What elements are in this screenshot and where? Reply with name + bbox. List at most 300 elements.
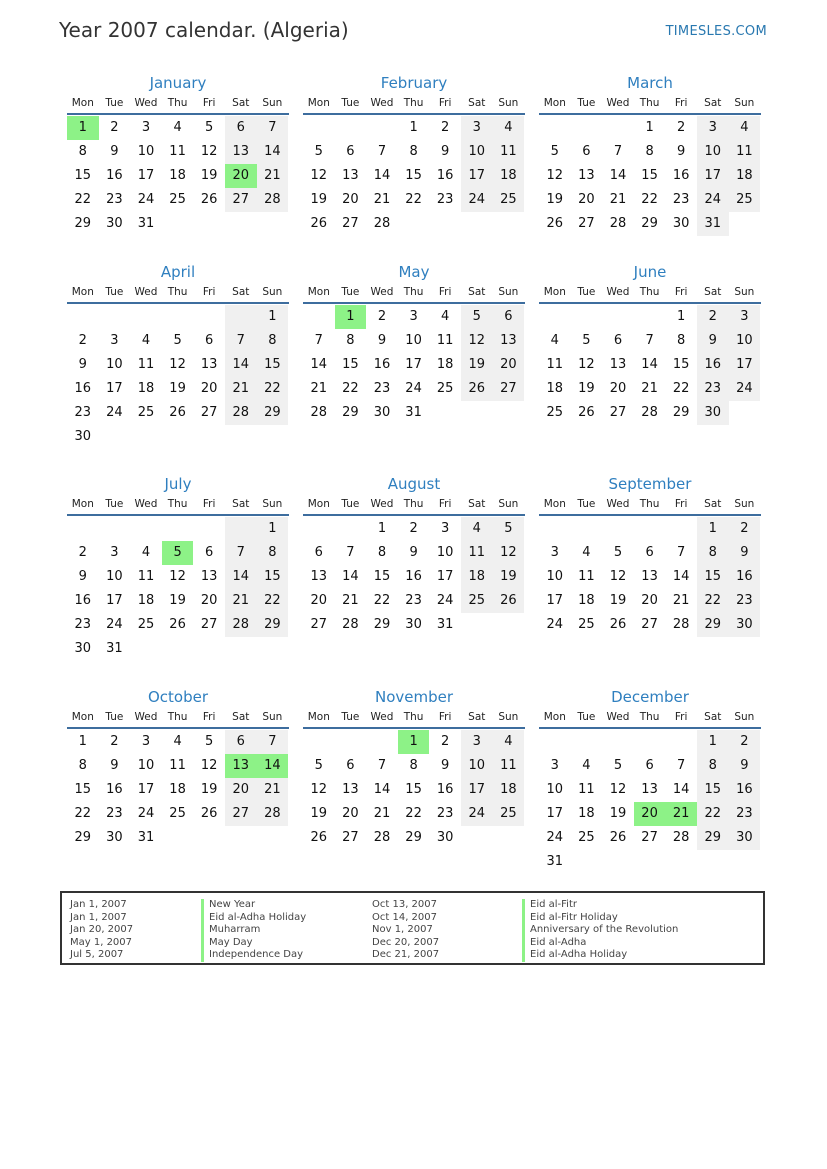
weekday-label: Thu: [639, 711, 660, 723]
day-cell: 16: [74, 381, 92, 396]
day-cell: 4: [493, 116, 525, 140]
holiday-day-cell: 1: [335, 305, 367, 329]
weekday-label: Thu: [167, 286, 188, 298]
day-cell: 8: [78, 144, 87, 159]
day-cell: 25: [578, 830, 595, 845]
day-cell: 30: [436, 830, 454, 845]
weekday-label: Mon: [71, 286, 94, 298]
day-cell: 7: [613, 144, 623, 159]
day-cell: 14: [225, 565, 257, 589]
weekday-label: Thu: [167, 97, 188, 109]
weekday-label: Tue: [577, 286, 596, 298]
weekday-label: Mon: [71, 711, 94, 723]
day-cell: 10: [106, 357, 123, 372]
day-cell: 24: [137, 806, 155, 821]
empty-day-cell: [634, 305, 666, 329]
day-cell: 8: [409, 758, 418, 773]
day-cell: 4: [461, 517, 493, 541]
day-cell: 12: [609, 782, 627, 797]
day-cell: 24: [546, 830, 564, 845]
weekday-label: Fri: [438, 286, 452, 298]
weekday-label: Tue: [577, 498, 596, 510]
weekday-label: Fri: [202, 97, 216, 109]
weekday-label: Fri: [202, 286, 216, 298]
weekday-label: Sat: [704, 498, 722, 510]
day-cell: 3: [141, 734, 151, 749]
empty-day-cell: [193, 517, 225, 541]
day-cell: 24: [546, 617, 564, 632]
day-cell: 12: [461, 329, 493, 353]
month-june: [539, 262, 761, 425]
empty-day-cell: [67, 517, 99, 541]
day-cell: 11: [461, 541, 493, 565]
day-cell: 25: [137, 405, 155, 420]
weekday-label: Fri: [438, 97, 452, 109]
day-grid: [303, 517, 525, 637]
month-august: [303, 474, 525, 637]
day-cell: 6: [582, 144, 591, 159]
weekday-label: Wed: [134, 498, 158, 510]
day-cell: 17: [436, 569, 454, 584]
legend-date: Nov 1, 2007: [372, 924, 433, 935]
day-cell: 7: [377, 758, 387, 773]
day-cell: 13: [342, 782, 359, 797]
weekday-label: Wed: [134, 97, 158, 109]
day-cell: 2: [729, 517, 761, 541]
weekday-label: Sun: [262, 498, 283, 510]
header-rule: [67, 302, 289, 304]
day-cell: 13: [641, 569, 658, 584]
day-cell: 5: [550, 144, 559, 159]
weekday-label: Sat: [232, 498, 250, 510]
header-rule: [539, 727, 761, 729]
day-cell: 25: [493, 188, 525, 212]
day-cell: 2: [677, 120, 686, 135]
day-cell: 7: [677, 545, 686, 560]
day-cell: 20: [641, 593, 658, 608]
month-title: January: [149, 74, 207, 92]
day-cell: 31: [405, 405, 422, 420]
legend-date: Dec 20, 2007: [372, 936, 440, 948]
empty-day-cell: [602, 517, 634, 541]
empty-day-cell: [303, 305, 335, 329]
day-grid: [303, 116, 525, 236]
day-cell: 19: [461, 353, 493, 377]
day-cell: 25: [461, 589, 493, 613]
legend-date: Dec 21, 2007: [372, 949, 440, 960]
day-cell: 19: [200, 168, 218, 183]
day-cell: 9: [697, 329, 729, 353]
day-cell: 7: [377, 144, 387, 159]
day-cell: 17: [697, 164, 729, 188]
day-cell: 23: [74, 405, 92, 420]
day-cell: 24: [436, 593, 454, 608]
day-cell: 6: [613, 333, 623, 348]
day-cell: 9: [677, 144, 686, 159]
weekday-label: Tue: [341, 97, 360, 109]
day-cell: 26: [578, 405, 595, 420]
weekday-label: Tue: [105, 711, 124, 723]
day-cell: 21: [641, 381, 658, 396]
empty-day-cell: [539, 730, 571, 754]
empty-day-cell: [335, 730, 367, 754]
empty-day-cell: [335, 116, 367, 140]
legend-holiday-name: Eid al-Adha Holiday: [530, 949, 628, 960]
day-cell: 12: [200, 144, 218, 159]
day-cell: 8: [377, 545, 387, 560]
empty-day-cell: [634, 730, 666, 754]
day-cell: 11: [169, 758, 186, 773]
day-cell: 18: [461, 565, 493, 589]
day-cell: 26: [609, 830, 627, 845]
day-cell: 29: [342, 405, 359, 420]
day-cell: 13: [225, 140, 257, 164]
empty-day-cell: [303, 116, 335, 140]
day-cell: 13: [310, 569, 328, 584]
day-cell: 13: [578, 168, 595, 183]
day-cell: 14: [225, 353, 257, 377]
month-title: August: [387, 475, 441, 493]
day-cell: 3: [729, 305, 761, 329]
day-cell: 1: [645, 120, 654, 135]
empty-day-cell: [634, 517, 666, 541]
empty-day-cell: [303, 517, 335, 541]
day-cell: 27: [641, 830, 658, 845]
day-cell: 28: [225, 613, 257, 637]
legend-holiday-name: New Year: [209, 899, 256, 910]
weekday-label: Sat: [704, 97, 722, 109]
day-cell: 28: [310, 405, 328, 420]
day-cell: 26: [200, 192, 218, 207]
day-cell: 2: [78, 545, 87, 560]
weekday-label: Sat: [232, 286, 250, 298]
day-cell: 1: [697, 730, 729, 754]
day-cell: 15: [74, 168, 92, 183]
empty-day-cell: [162, 517, 194, 541]
month-february: [303, 73, 525, 236]
day-cell: 26: [609, 617, 627, 632]
day-cell: 19: [493, 565, 525, 589]
day-cell: 12: [578, 357, 595, 372]
day-cell: 28: [641, 405, 658, 420]
weekday-label: Fri: [674, 286, 688, 298]
day-cell: 18: [546, 381, 564, 396]
day-cell: 26: [200, 806, 218, 821]
day-cell: 13: [641, 782, 658, 797]
weekday-label: Mon: [307, 711, 330, 723]
day-cell: 7: [225, 329, 257, 353]
day-cell: 19: [310, 192, 328, 207]
legend-left-dates: [70, 899, 133, 962]
day-cell: 24: [461, 188, 493, 212]
day-cell: 28: [373, 830, 391, 845]
day-cell: 17: [546, 593, 564, 608]
day-cell: 13: [342, 168, 359, 183]
weekday-label: Tue: [105, 498, 124, 510]
day-cell: 8: [697, 754, 729, 778]
header-rule: [67, 727, 289, 729]
site-link[interactable]: TIMESLES.COM: [665, 24, 767, 39]
weekday-label: Sun: [498, 97, 519, 109]
day-cell: 24: [729, 377, 761, 401]
weekday-label: Thu: [167, 498, 188, 510]
header-rule: [303, 113, 525, 115]
day-cell: 23: [672, 192, 690, 207]
day-cell: 14: [672, 569, 690, 584]
day-cell: 22: [342, 381, 359, 396]
day-cell: 24: [106, 405, 123, 420]
day-cell: 8: [677, 333, 686, 348]
day-cell: 21: [310, 381, 328, 396]
day-cell: 19: [200, 782, 218, 797]
day-cell: 15: [641, 168, 658, 183]
weekday-label: Fri: [202, 711, 216, 723]
weekday-label: Mon: [71, 498, 94, 510]
day-cell: 11: [137, 569, 155, 584]
weekday-label: Wed: [134, 711, 158, 723]
legend-date: Jan 20, 2007: [70, 924, 134, 935]
day-cell: 21: [672, 593, 690, 608]
empty-day-cell: [602, 730, 634, 754]
day-cell: 17: [729, 353, 761, 377]
day-cell: 15: [697, 778, 729, 802]
day-cell: 24: [405, 381, 422, 396]
weekday-label: Mon: [543, 97, 566, 109]
legend-date: Jan 1, 2007: [70, 899, 127, 910]
day-cell: 16: [106, 782, 123, 797]
empty-day-cell: [193, 305, 225, 329]
weekday-header: [303, 283, 525, 301]
day-cell: 14: [609, 168, 627, 183]
day-cell: 4: [493, 730, 525, 754]
day-cell: 20: [200, 593, 218, 608]
weekday-label: Tue: [577, 97, 596, 109]
day-cell: 31: [697, 212, 729, 236]
day-cell: 4: [141, 333, 151, 348]
day-cell: 25: [169, 192, 186, 207]
day-cell: 21: [225, 377, 257, 401]
month-title: December: [611, 688, 689, 706]
day-cell: 27: [609, 405, 627, 420]
day-cell: 4: [173, 120, 182, 135]
day-cell: 2: [377, 309, 387, 324]
day-cell: 15: [257, 565, 289, 589]
day-cell: 12: [310, 782, 328, 797]
day-cell: 26: [169, 617, 186, 632]
holiday-day-cell: 13: [225, 754, 257, 778]
month-january: [67, 73, 289, 236]
header-rule: [539, 113, 761, 115]
day-cell: 30: [729, 826, 761, 850]
legend-right-dates: [372, 899, 439, 962]
day-cell: 10: [729, 329, 761, 353]
day-cell: 18: [578, 806, 595, 821]
day-cell: 22: [697, 589, 729, 613]
day-cell: 5: [205, 734, 214, 749]
day-cell: 14: [310, 357, 328, 372]
day-cell: 3: [461, 116, 493, 140]
month-october: [67, 687, 289, 850]
day-cell: 1: [78, 734, 87, 749]
day-cell: 16: [436, 168, 454, 183]
day-cell: 20: [578, 192, 595, 207]
weekday-label: Sat: [232, 97, 250, 109]
day-cell: 28: [257, 802, 289, 826]
day-cell: 11: [546, 357, 564, 372]
day-cell: 11: [169, 144, 186, 159]
empty-day-cell: [130, 305, 162, 329]
weekday-header: [539, 708, 761, 726]
legend-date: May 1, 2007: [70, 936, 133, 948]
empty-day-cell: [571, 116, 603, 140]
day-cell: 7: [257, 116, 289, 140]
day-cell: 19: [609, 593, 627, 608]
legend-holiday-name: May Day: [209, 936, 253, 948]
day-cell: 18: [578, 593, 595, 608]
day-cell: 3: [461, 730, 493, 754]
day-cell: 20: [609, 381, 627, 396]
day-cell: 2: [729, 730, 761, 754]
day-cell: 14: [641, 357, 658, 372]
day-cell: 27: [578, 216, 595, 231]
weekday-label: Thu: [403, 498, 424, 510]
day-cell: 26: [169, 405, 186, 420]
empty-day-cell: [162, 305, 194, 329]
day-cell: 10: [137, 758, 155, 773]
day-cell: 15: [672, 357, 690, 372]
day-cell: 27: [342, 216, 359, 231]
weekday-header: [303, 94, 525, 112]
weekday-label: Sun: [498, 711, 519, 723]
weekday-label: Wed: [606, 498, 630, 510]
day-cell: 17: [405, 357, 422, 372]
day-cell: 11: [493, 140, 525, 164]
empty-day-cell: [303, 730, 335, 754]
day-cell: 7: [225, 541, 257, 565]
day-cell: 16: [74, 593, 92, 608]
day-grid: [67, 517, 289, 661]
day-cell: 25: [493, 802, 525, 826]
day-cell: 15: [405, 782, 422, 797]
day-cell: 11: [436, 333, 454, 348]
legend-holiday-name: Independence Day: [209, 949, 304, 960]
header-rule: [539, 514, 761, 516]
legend-date: Jul 5, 2007: [70, 949, 124, 960]
day-cell: 4: [550, 333, 559, 348]
day-cell: 22: [373, 593, 391, 608]
day-cell: 20: [225, 778, 257, 802]
day-cell: 9: [377, 333, 387, 348]
day-grid: [67, 730, 289, 850]
day-cell: 24: [697, 188, 729, 212]
day-cell: 30: [106, 830, 123, 845]
day-cell: 15: [257, 353, 289, 377]
day-cell: 29: [257, 401, 289, 425]
day-cell: 18: [493, 164, 525, 188]
day-cell: 3: [550, 545, 559, 560]
day-cell: 1: [697, 517, 729, 541]
day-cell: 20: [200, 381, 218, 396]
weekday-label: Wed: [370, 711, 394, 723]
day-cell: 19: [169, 593, 186, 608]
day-cell: 29: [257, 613, 289, 637]
day-cell: 3: [110, 545, 119, 560]
day-cell: 4: [582, 545, 591, 560]
day-cell: 29: [373, 617, 391, 632]
day-cell: 14: [672, 782, 690, 797]
day-cell: 21: [342, 593, 359, 608]
day-cell: 21: [609, 192, 627, 207]
day-cell: 10: [461, 140, 493, 164]
day-grid: [67, 116, 289, 236]
day-cell: 24: [137, 192, 155, 207]
weekday-header: [303, 495, 525, 513]
day-cell: 11: [578, 569, 595, 584]
day-cell: 6: [346, 758, 355, 773]
weekday-label: Mon: [543, 498, 566, 510]
month-december: [539, 687, 761, 874]
month-march: [539, 73, 761, 236]
holiday-day-cell: 14: [257, 754, 289, 778]
month-title: September: [608, 475, 692, 493]
empty-day-cell: [335, 517, 367, 541]
day-cell: 9: [409, 545, 418, 560]
empty-day-cell: [539, 305, 571, 329]
day-cell: 17: [137, 782, 155, 797]
empty-day-cell: [665, 730, 697, 754]
day-cell: 18: [137, 381, 155, 396]
legend-right-names: [522, 899, 678, 962]
day-cell: 4: [441, 309, 450, 324]
day-cell: 2: [409, 521, 418, 536]
month-may: [303, 262, 525, 425]
day-cell: 27: [225, 188, 257, 212]
day-cell: 24: [106, 617, 123, 632]
weekday-label: Sun: [734, 97, 755, 109]
legend-holiday-name: Eid al-Fitr: [530, 899, 577, 910]
day-cell: 23: [106, 192, 123, 207]
day-cell: 23: [729, 802, 761, 826]
day-cell: 15: [373, 569, 391, 584]
day-cell: 31: [106, 641, 123, 656]
day-cell: 16: [405, 569, 422, 584]
holiday-legend: [60, 891, 765, 965]
day-cell: 8: [257, 329, 289, 353]
day-cell: 4: [141, 545, 151, 560]
empty-day-cell: [571, 517, 603, 541]
day-cell: 7: [677, 758, 686, 773]
day-cell: 10: [405, 333, 422, 348]
day-cell: 31: [137, 830, 155, 845]
day-cell: 22: [74, 192, 92, 207]
day-cell: 28: [609, 216, 627, 231]
day-cell: 28: [672, 830, 690, 845]
day-cell: 13: [200, 569, 218, 584]
day-cell: 5: [173, 333, 182, 348]
day-cell: 13: [609, 357, 627, 372]
day-cell: 21: [225, 589, 257, 613]
day-cell: 30: [74, 429, 92, 444]
day-cell: 19: [310, 806, 328, 821]
weekday-label: Fri: [674, 498, 688, 510]
weekday-label: Thu: [639, 97, 660, 109]
day-cell: 7: [645, 333, 654, 348]
day-cell: 31: [546, 854, 564, 869]
legend-holiday-name: Eid al-Fitr Holiday: [530, 911, 618, 923]
day-cell: 14: [342, 569, 359, 584]
day-grid: [539, 517, 761, 637]
empty-day-cell: [571, 730, 603, 754]
